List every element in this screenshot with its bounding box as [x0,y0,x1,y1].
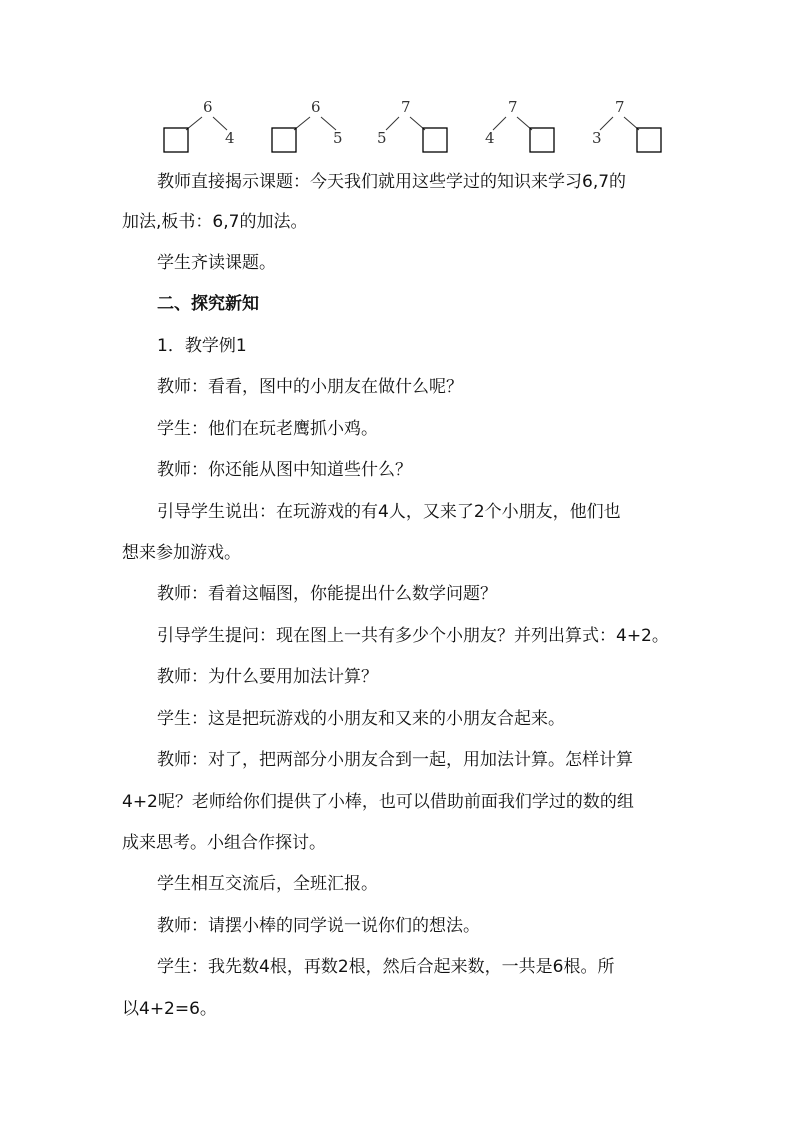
text-line: 教师：你还能从图中知道些什么？ [157,460,412,480]
answer-box[interactable] [272,128,296,152]
bond-top-number: 7 [508,98,518,116]
text-line: 学生：我先数4根，再数2根，然后合起来数，一共是6根。所 [157,957,615,977]
text-line: 学生：他们在玩老鹰抓小鸡。 [157,419,378,439]
bond-right-number: 5 [333,129,343,147]
text-line: 教师直接揭示课题：今天我们就用这些学过的知识来学习6,7的 [157,172,627,192]
answer-box[interactable] [164,128,188,152]
number-bond-2 [272,98,343,152]
text-line: 学生相互交流后，全班汇报。 [157,874,378,894]
bond-top-number: 7 [401,98,411,116]
bond-right-number: 4 [225,129,235,147]
text-line: 想来参加游戏。 [122,543,241,563]
bond-top-number: 6 [311,98,321,116]
section-heading: 二、探究新知 [157,294,259,314]
text-line: 教师：看看，图中的小朋友在做什么呢？ [157,377,463,397]
text-line: 以4+2=6。 [122,999,217,1019]
text-line: 学生：这是把玩游戏的小朋友和又来的小朋友合起来。 [157,709,565,729]
text-line: 加法,板书：6,7的加法。 [122,212,308,232]
bond-left-number: 3 [592,129,602,147]
answer-box[interactable] [530,128,554,152]
number-bond-3 [377,98,447,152]
example-heading: 1．教学例1 [157,336,247,356]
number-bond-diagrams [0,90,794,160]
answer-box[interactable] [637,128,661,152]
number-bond-4 [485,98,554,152]
text-line: 成来思考。小组合作探讨。 [122,833,326,853]
text-line: 教师：对了，把两部分小朋友合到一起，用加法计算。怎样计算 [157,750,633,770]
number-bond-5 [592,98,661,152]
bond-left-branch [493,117,506,130]
text-line: 教师：看着这幅图，你能提出什么数学问题？ [157,584,497,604]
text-line: 4+2呢？老师给你们提供了小棒，也可以借助前面我们学过的数的组 [122,792,634,812]
text-line: 引导学生提问：现在图上一共有多少个小朋友？并列出算式：4+2。 [157,626,669,646]
text-line: 引导学生说出：在玩游戏的有4人，又来了2个小朋友，他们也 [157,502,621,522]
bond-left-branch [386,117,399,130]
text-line: 教师：为什么要用加法计算？ [157,667,378,687]
bond-top-number: 7 [615,98,625,116]
number-bond-1 [164,98,235,152]
answer-box[interactable] [423,128,447,152]
bond-left-branch [600,117,613,130]
bond-left-number: 4 [485,129,495,147]
bond-top-number: 6 [203,98,213,116]
text-line: 教师：请摆小棒的同学说一说你们的想法。 [157,916,480,936]
text-line: 学生齐读课题。 [157,253,276,273]
bond-left-number: 5 [377,129,387,147]
